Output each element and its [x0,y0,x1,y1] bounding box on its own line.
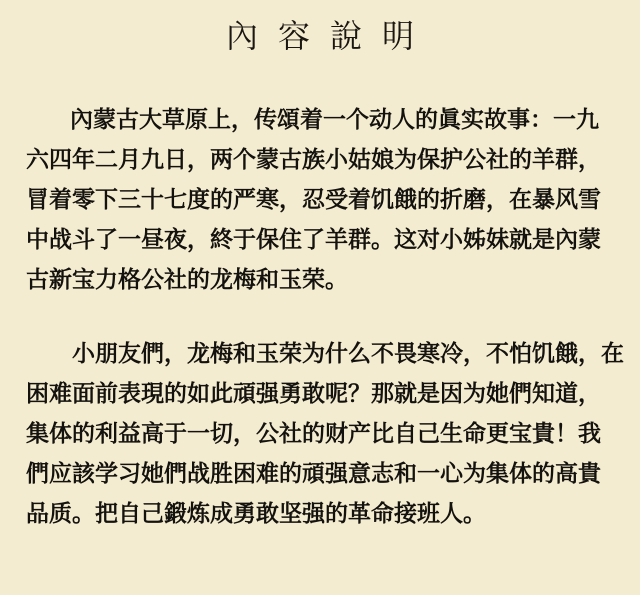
paragraph-line: 古新宝力格公社的龙梅和玉荣。 [26,267,348,293]
page-title: 內容說明 [225,17,434,55]
paragraph-2 [0,334,640,534]
paragraph-line: 集体的利益高于一切，公社的财产比自己生命更宝貴！我 [26,421,601,447]
paragraph-line: 六四年二月九日，两个蒙古族小姑娘为保护公社的羊群， [26,147,601,173]
paragraph-line: 們应該学习她們战胜困难的頑强意志和一心为集体的高貴 [26,461,601,487]
paragraph-line: 小朋友們，龙梅和玉荣为什么不畏寒冷，不怕饥餓，在 [72,341,624,367]
paragraph-line: 中战斗了一昼夜，終于保住了羊群。这对小姊妹就是內蒙 [26,227,601,253]
paragraph-line: 品质。把自己鍛炼成勇敢坚强的革命接班人。 [26,501,486,527]
paragraph-1 [0,100,640,300]
paragraph-line: 內蒙古大草原上，传頌着一个动人的眞实故事：一九 [70,107,599,133]
paragraph-line: 冒着零下三十七度的严寒，忍受着饥餓的折磨，在暴风雪 [26,187,601,213]
paragraph-line: 困难面前表現的如此頑强勇敢呢？那就是因为她們知道， [26,381,601,407]
